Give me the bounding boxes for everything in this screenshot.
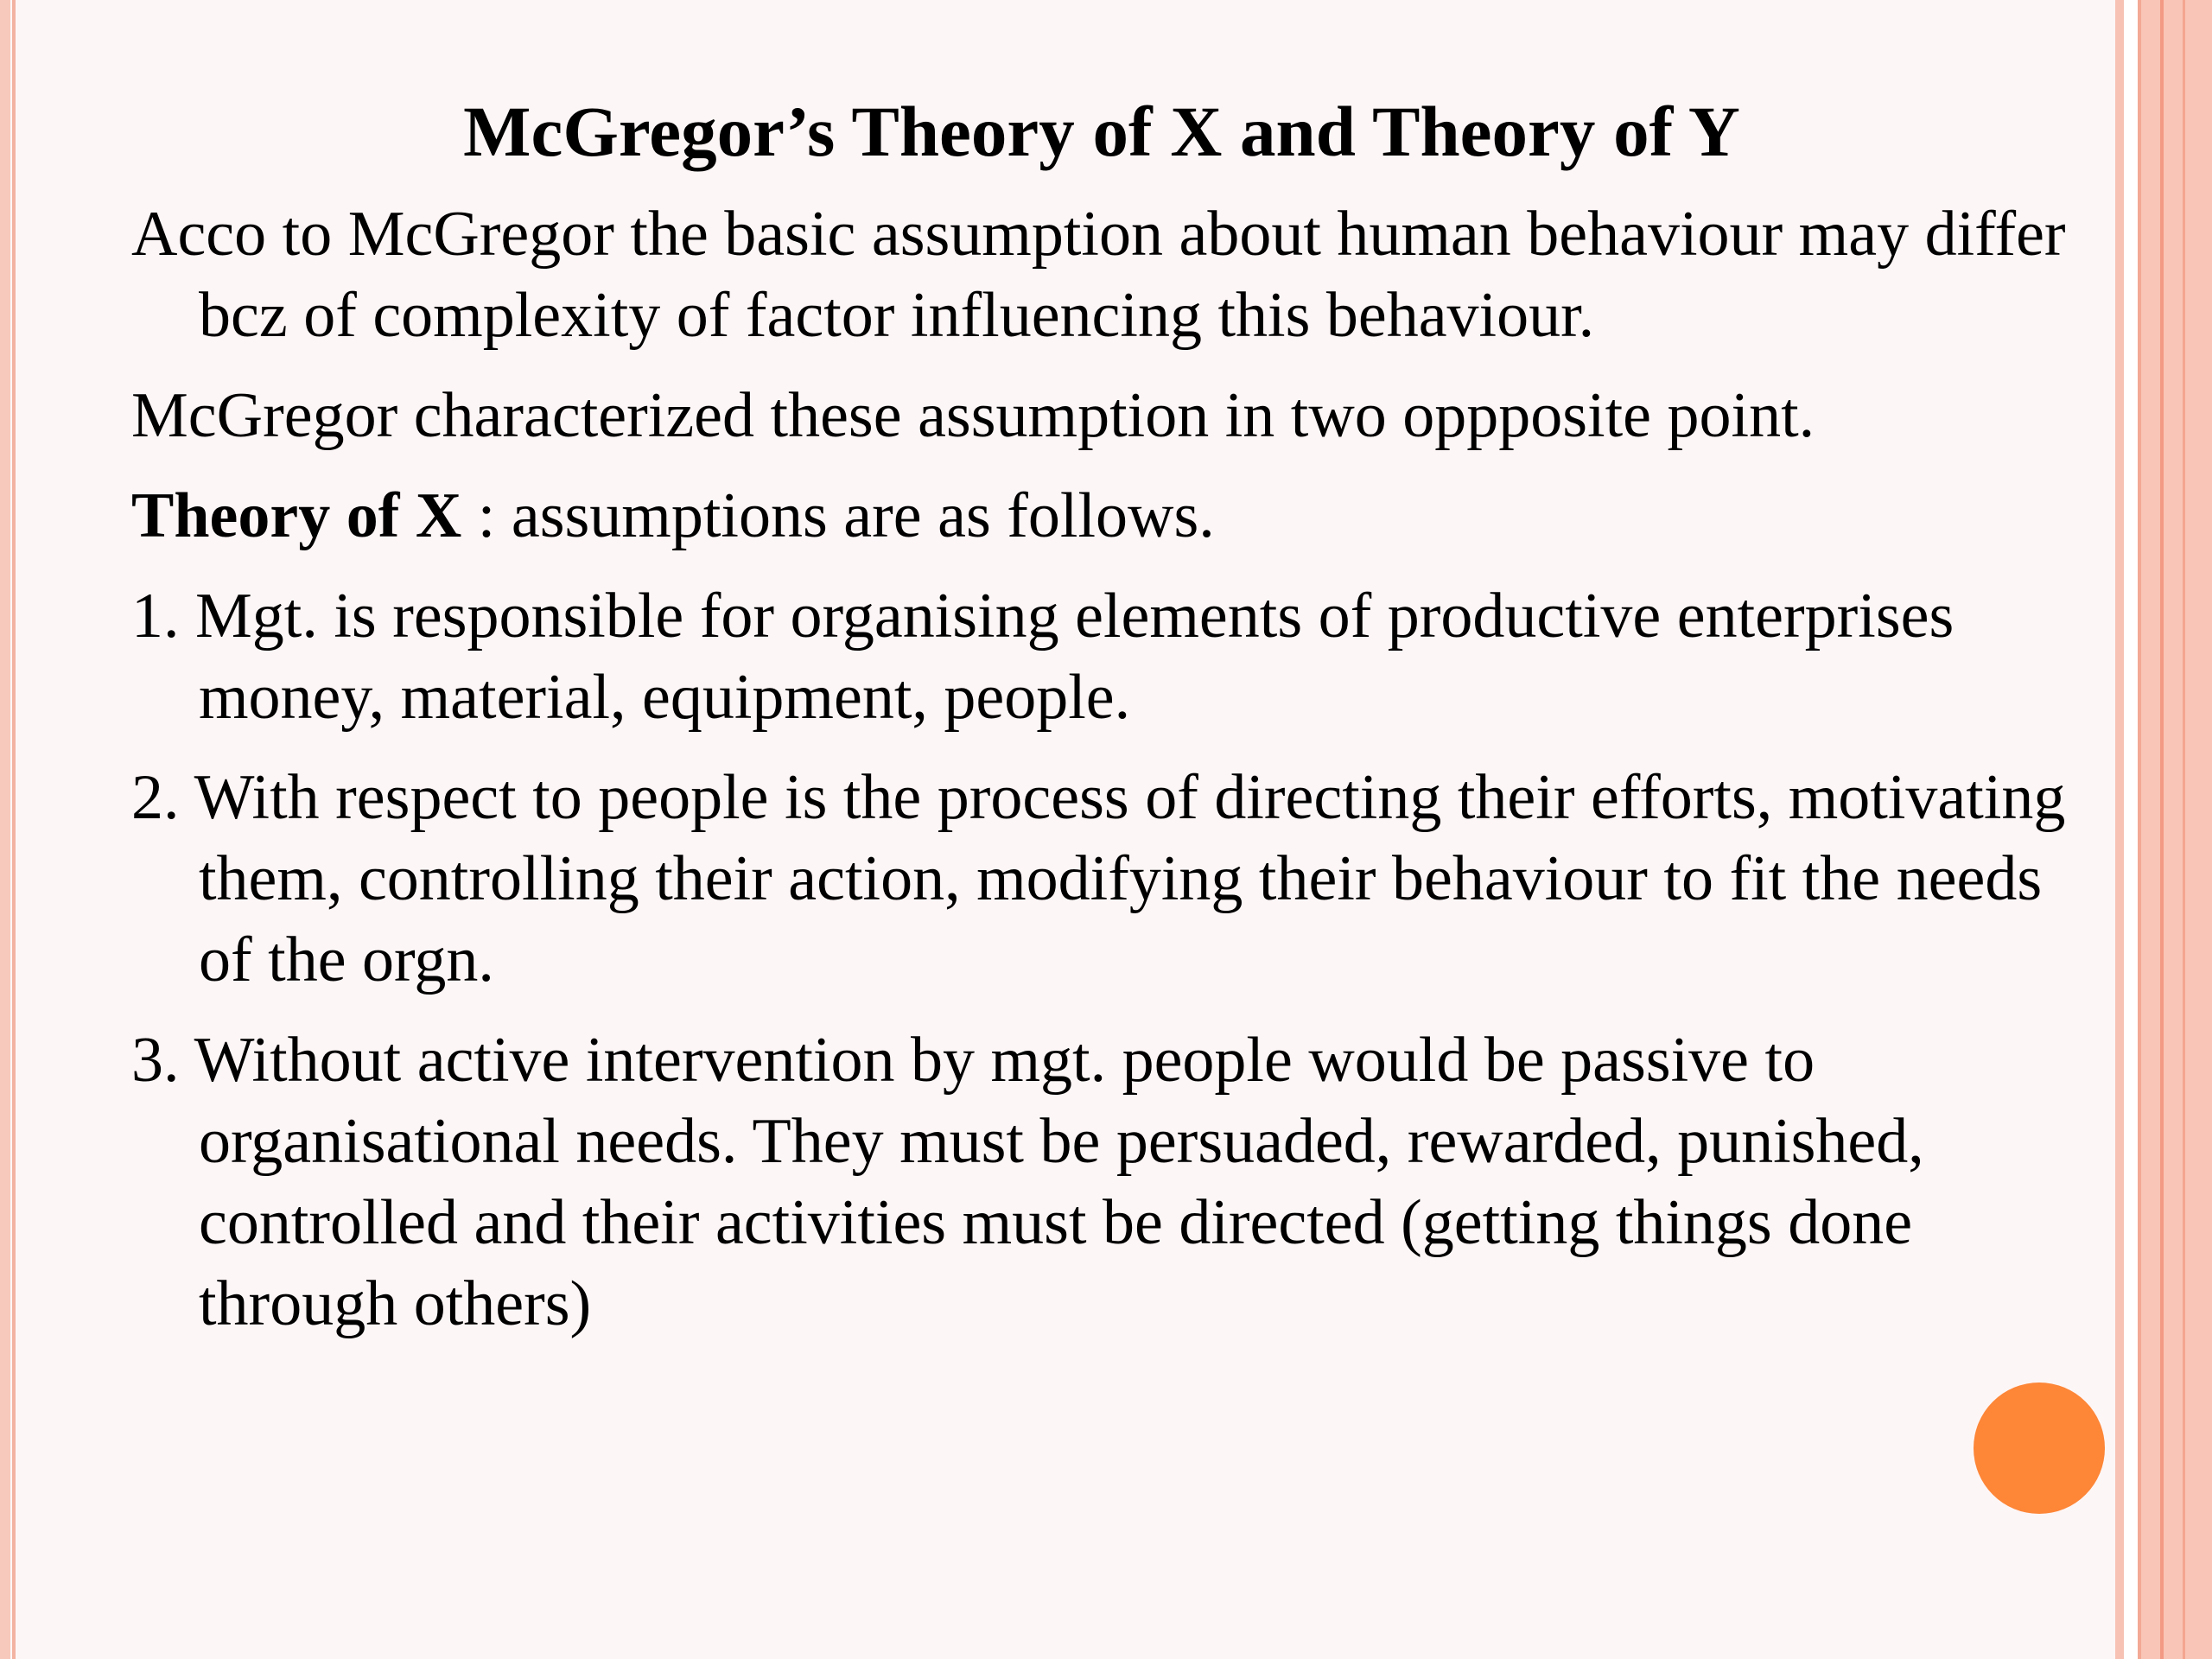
right-frame-panel [2141,0,2212,1659]
orange-circle-ornament [1974,1382,2105,1514]
list-item: 1. Mgt. is responsible for organising elements of productive enterprises money, material, equipment, people. [131,581,1955,733]
left-frame-stripe [0,0,10,1659]
right-frame-gap [2124,0,2138,1659]
slide-title: McGregor’s Theory of X and Theory of Y [463,92,1740,171]
left-frame-line [12,0,16,1659]
characterization-paragraph: McGregor characterized these assumption in two oppposite point. [131,380,1815,451]
slide-body [131,194,2093,1363]
right-panel-line [2160,0,2164,1659]
right-frame-stripe [2115,0,2124,1659]
list-item: 3. Without active intervention by mgt. people would be passive to organisational needs. They must be persuaded, rewarded, punished, controlled and their activities must be directed (getting things done through others) [131,1025,1924,1339]
theory-x-line [131,475,2093,556]
intro-paragraph: Acco to McGregor the basic assumption about human behaviour may differ bcz of complexity of factor influencing this behaviour. [131,199,2066,351]
list-item: 2. With respect to people is the process of directing their efforts, motivating them, controlling their action, modifying their behaviour to fit the needs of the orgn. [131,762,2066,995]
theory-x-intro: : assumptions are as follows. [461,480,1215,551]
theory-x-heading: Theory of X [131,480,462,551]
right-panel-line [2183,0,2185,1659]
